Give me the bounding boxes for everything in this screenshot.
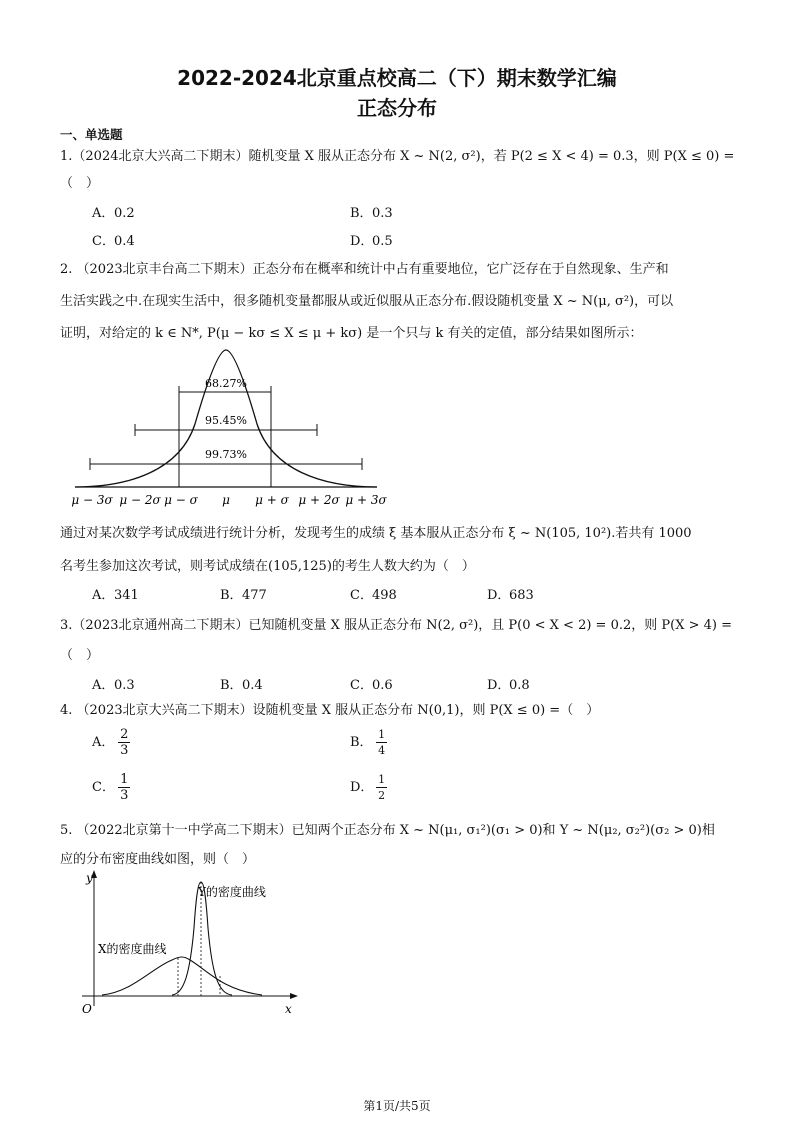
question-2-stem-line-2: 生活实践之中.在现实生活中，很多随机变量都服从或近似服从正态分布.假设随机变量 X ~ N(μ, σ²)，可以 <box>60 294 674 309</box>
tick-mu-minus-3sigma: μ − 3σ <box>71 493 113 507</box>
question-5-stem-line-2: 应的分布密度曲线如图，则（ ） <box>60 852 256 867</box>
fraction: $\frac{1}{2}$ <box>378 773 386 802</box>
x-curve-label: X的密度曲线 <box>98 942 167 956</box>
tick-mu-plus-2sigma: μ + 2σ <box>298 493 340 507</box>
bell-curve-figure <box>60 342 400 510</box>
question-2-option-c[interactable]: C．498 <box>350 588 397 603</box>
question-1-option-b[interactable]: B．0.3 <box>350 206 393 221</box>
y-curve-label: Y的密度曲线 <box>198 885 266 899</box>
fraction: $\frac{2}{3}$ <box>120 727 129 758</box>
question-3-option-b[interactable]: B．0.4 <box>220 678 263 693</box>
question-2-stem-line-1: 2. （2023北京丰台高二下期末）正态分布在概率和统计中占有重要地位，它广泛存在于自然现象、生产和 <box>60 262 669 277</box>
fraction: $\frac{1}{4}$ <box>378 728 386 757</box>
tick-mu-plus-3sigma: μ + 3σ <box>345 493 387 507</box>
question-3-option-d[interactable]: D．0.8 <box>487 678 530 693</box>
tick-mu-minus-sigma: μ − σ <box>164 493 198 507</box>
tick-mu-minus-2sigma: μ − 2σ <box>119 493 161 507</box>
tick-mu: μ <box>222 493 230 507</box>
page-subtitle: 正态分布 <box>357 96 437 120</box>
section-heading: 一、单选题 <box>60 127 123 142</box>
question-4-stem: 4. （2023北京大兴高二下期末）设随机变量 X 服从正态分布 N(0,1)，则 P(X ≤ 0) =（ ） <box>60 703 600 718</box>
question-4-option-d[interactable]: D． $\frac{1}{2}$ <box>350 773 386 802</box>
origin-label: O <box>82 1002 92 1016</box>
fraction: $\frac{1}{3}$ <box>120 772 129 803</box>
question-1-option-d[interactable]: D．0.5 <box>350 234 393 249</box>
question-3-option-a[interactable]: A．0.3 <box>92 678 135 693</box>
interval-3-label: 99.73% <box>205 448 247 461</box>
question-2-stem-line-4: 通过对某次数学考试成绩进行统计分析，发现考生的成绩 ξ 基本服从正态分布 ξ ~ N(105, 10²).若共有 1000 <box>60 526 692 541</box>
page-footer: 第1页/共5页 <box>363 1099 431 1113</box>
question-3-option-c[interactable]: C．0.6 <box>350 678 393 693</box>
question-1-option-a[interactable]: A．0.2 <box>92 206 135 221</box>
question-2-option-a[interactable]: A．341 <box>92 588 139 603</box>
question-2-stem-line-5: 名考生参加这次考试，则考试成绩在(105,125)的考生人数大约为（ ） <box>60 559 475 574</box>
question-4-option-a[interactable]: A． $\frac{2}{3}$ <box>92 727 129 758</box>
tick-mu-plus-sigma: μ + σ <box>255 493 289 507</box>
question-5-stem-line-1: 5. （2022北京第十一中学高二下期末）已知两个正态分布 X ~ N(μ₁, σ₁²)(σ₁ > 0)和 Y ~ N(μ₂, σ₂²)(σ₂ > 0)相 <box>60 823 715 838</box>
question-1-stem-paren: （ ） <box>60 176 100 191</box>
question-2-stem-line-3: 证明，对给定的 k ∈ N*, P(μ − kσ ≤ X ≤ μ + kσ) 是一个只与 k 有关的定值，部分结果如图所示： <box>60 326 643 341</box>
x-density-curve <box>102 957 262 995</box>
page-title: 2022-2024北京重点校高二（下）期末数学汇编 <box>177 66 617 90</box>
question-3-stem-paren: （ ） <box>60 648 100 663</box>
interval-2-label: 95.45% <box>205 414 247 427</box>
question-4-option-c[interactable]: C． $\frac{1}{3}$ <box>92 772 129 803</box>
question-3-stem: 3.（2023北京通州高二下期末）已知随机变量 X 服从正态分布 N(2, σ²)，且 P(0 < X < 2) = 0.2，则 P(X > 4) = <box>60 618 732 633</box>
question-4-option-b[interactable]: B． $\frac{1}{4}$ <box>350 728 386 757</box>
interval-1-label: 68.27% <box>205 377 247 390</box>
question-2-option-b[interactable]: B．477 <box>220 588 267 603</box>
y-axis-label: y <box>86 871 93 885</box>
density-curves-figure <box>72 868 302 1018</box>
question-1-option-c[interactable]: C．0.4 <box>92 234 135 249</box>
x-axis-label: x <box>285 1002 292 1016</box>
question-2-option-d[interactable]: D．683 <box>487 588 534 603</box>
question-1-stem: 1.（2024北京大兴高二下期末）随机变量 X 服从正态分布 X ~ N(2, σ²)，若 P(2 ≤ X < 4) = 0.3，则 P(X ≤ 0) = <box>60 149 735 164</box>
